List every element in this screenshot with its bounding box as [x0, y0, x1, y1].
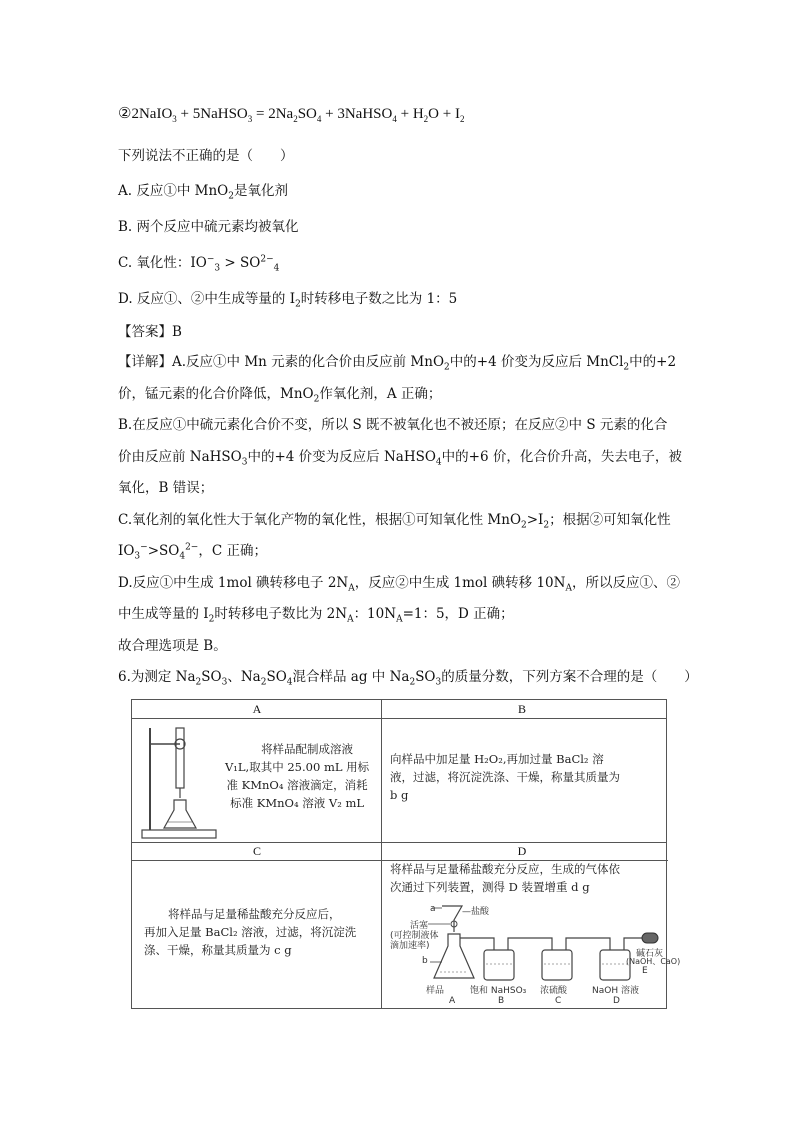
explanation-c-line2: $IO_3^->SO_4^{2-}$，C 正确； [118, 542, 267, 562]
option-d: D. 反应①、②中生成等量的 $I_2$时转移电子数之比为 1：5 [118, 291, 458, 310]
reaction-equation-2: ②2NaIO$_3$ + 5NaHSO$_3$ = $2Na_2SO_4$ + 3NaHSO$_4$ + $H_2O + I_2$ [118, 106, 465, 124]
explanation-conclusion: 故合理选项是 B。 [118, 638, 227, 654]
label-soda-lime: 碱石灰 [636, 949, 664, 959]
explanation-c-line1: C.氧化剂的氧化性大于氧化产物的氧化性，根据①可知氧化性 $MnO_2>I_2$；根据②可知氧化性 [118, 512, 671, 531]
cell-a-text: 将样品配制成溶液 V₁L,取其中 25.00 mL 用标 准 KMnO₄ 溶液滴定，消耗 标准 KMnO₄ 溶液 V₂ mL [225, 742, 370, 810]
explanation-a-line2: 价，锰元素的化合价降低，MnO$_2$作氧化剂，A 正确； [118, 386, 442, 405]
bottom-letter-d: D [613, 996, 620, 1006]
table-divider-vertical [381, 700, 382, 1008]
bottom-letter-b: B [498, 996, 505, 1006]
explanation-b-line2: 价由反应前 NaHSO$_3$中的+4 价变为反应后 NaHSO$_4$中的+6 价，化合价升高，失去电子，被 [118, 449, 682, 468]
label-soda-lime-formula: (NaOH、CaO) [626, 957, 681, 966]
options-table [131, 699, 681, 1009]
bottom-letter-c: C [555, 996, 562, 1006]
titration-apparatus-icon [136, 722, 221, 840]
label-note1: (可控制液体 [390, 931, 439, 941]
bottom-label-sample: 样品 [426, 986, 445, 996]
explanation-b-line1: B.在反应①中硫元素化合价不变，所以 S 既不被氧化也不被还原；在反应②中 S 元素的化合 [118, 417, 668, 433]
bottom-label-naoh: NaOH 溶液 [592, 986, 639, 996]
label-a: a [430, 904, 436, 914]
label-note2: 滴加速率) [390, 941, 430, 951]
bottom-label-nahso3: 饱和 NaHSO₃ [470, 986, 527, 996]
cell-b-text: 向样品中加足量 H₂O₂,再加过量 BaCl₂ 溶 液，过滤，将沉淀洗涤、干燥，称量其质量为 b g [390, 752, 620, 802]
label-e: E [642, 966, 648, 976]
table-divider-top [132, 718, 666, 719]
bottom-letter-a: A [449, 996, 456, 1006]
cell-b-label: B [517, 702, 526, 716]
option-c: C. 氧化性：$IO^-_3 > SO^{2-}_4$ [118, 254, 280, 274]
option-b: B. 两个反应中硫元素均被氧化 [118, 219, 299, 235]
explanation-b-line3: 氧化，B 错误； [118, 480, 214, 496]
explanation-a-line1: 【详解】A.反应①中 Mn 元素的化合价由反应前 MnO$_2$中的+4 价变为反应后 MnCl$_2$中的+2 [118, 354, 677, 373]
cell-c-label: C [252, 844, 261, 858]
option-a: A. 反应①中 MnO$_2$是氧化剂 [118, 183, 288, 202]
label-hcl: —盐酸 [462, 907, 490, 917]
explanation-d-line2: 中生成等量的 $I_2$时转移电子数比为 $2N_A$：$10N_A=1$：5，D 正确； [118, 606, 514, 625]
cell-d-text: 将样品与足量稀盐酸充分反应，生成的气体依 次通过下列装置，测得 D 装置增重 d g [390, 862, 620, 894]
table-divider-middle [132, 842, 666, 843]
cell-a-label: A [252, 702, 262, 716]
question-stem: 下列说法不正确的是（ ） [118, 148, 294, 164]
answer-label: 【答案】B [118, 324, 182, 340]
cell-c-text: 将样品与足量稀盐酸充分反应后， 再加入足量 BaCl₂ 溶液，过滤，将沉淀洗 涤、干燥，称量其质量为 c g [144, 907, 357, 957]
cell-d-label: D [517, 844, 527, 858]
explanation-d-line1: D.反应①中生成 1mol 碘转移电子 $2N_A$，反应②中生成 1mol 碘转移 $10N_A$，所以反应①、② [118, 575, 680, 594]
label-b: b [422, 956, 428, 966]
question-6-stem: 6.为测定 $Na_2SO_3$、$Na_2SO_4$混合样品 ag 中 $Na_2SO_3$的质量分数，下列方案不合理的是（ ） [118, 669, 698, 688]
bottom-label-h2so4: 浓硫酸 [540, 986, 568, 996]
table-divider-c-header [132, 860, 382, 861]
label-valve: 活塞 [410, 921, 429, 931]
